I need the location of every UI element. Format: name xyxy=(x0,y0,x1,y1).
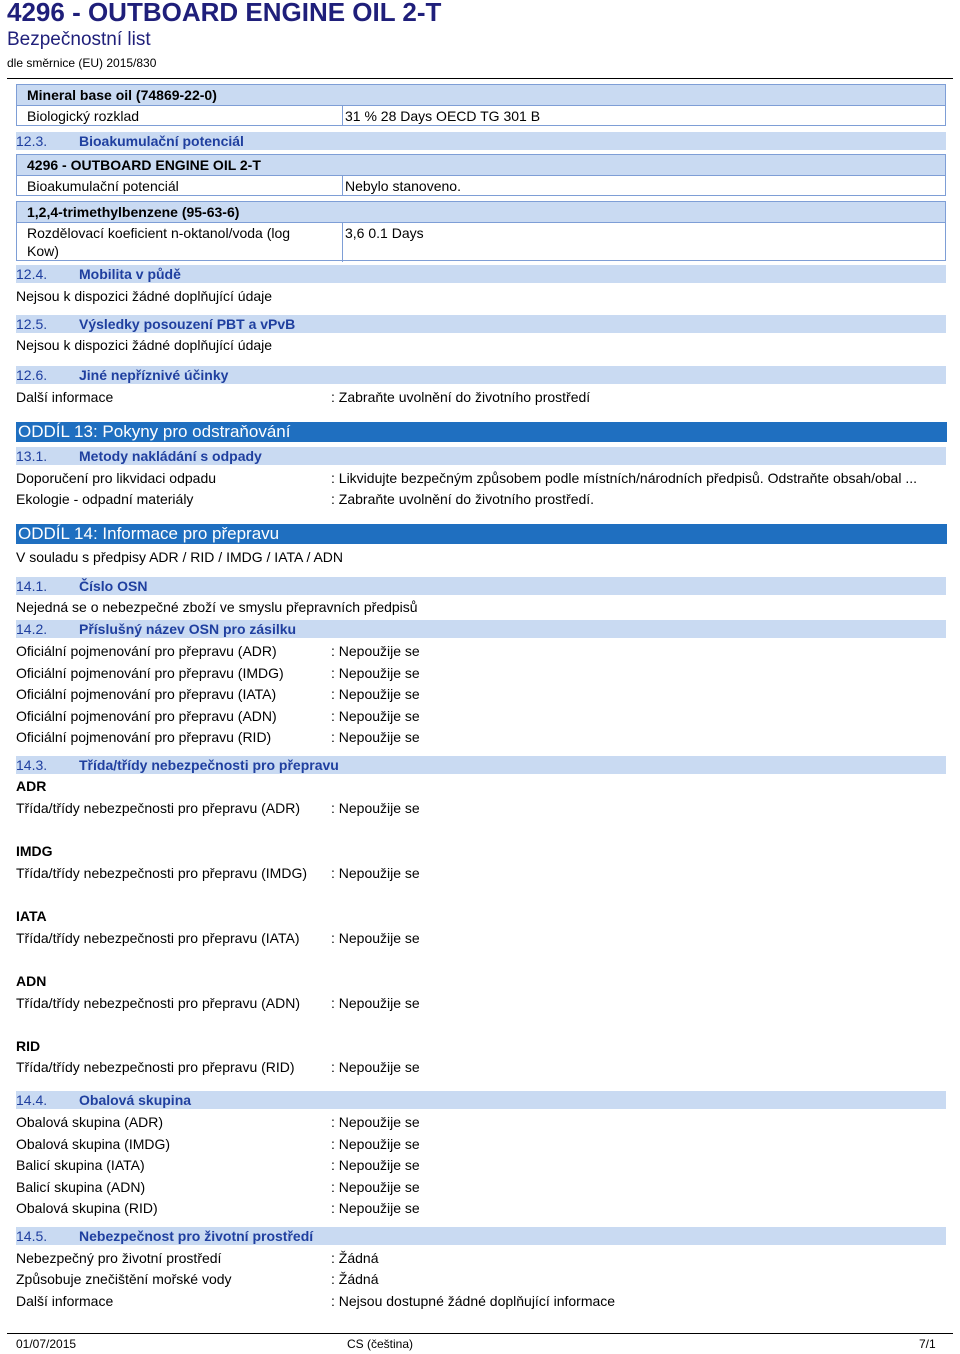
row-label: Třída/třídy nebezpečnosti pro přepravu (IATA) xyxy=(16,930,300,946)
section-number: 14.5. xyxy=(16,1228,48,1244)
row-value: : Nepoužije se xyxy=(331,1179,420,1195)
row-label: Oficiální pojmenování pro přepravu (ADN) xyxy=(16,708,277,724)
section-number: 14.3. xyxy=(16,757,48,773)
group-heading: IATA xyxy=(16,908,47,924)
section-heading-13: ODDÍL 13: Pokyny pro odstraňování xyxy=(16,422,947,442)
section-title: Mobilita v půdě xyxy=(79,266,181,282)
row-value: : Nepoužije se xyxy=(331,708,420,724)
row-label: Třída/třídy nebezpečnosti pro přepravu (ADN) xyxy=(16,995,301,1011)
section-text: Nejsou k dispozici žádné doplňující údaje xyxy=(16,337,273,353)
section-number: 12.3. xyxy=(16,133,48,149)
row-label: Oficiální pojmenování pro přepravu (IATA) xyxy=(16,686,277,702)
group-heading: IMDG xyxy=(16,843,53,859)
row-value: : Nepoužije se xyxy=(331,729,420,745)
document-directive: dle směrnice (EU) 2015/830 xyxy=(7,56,157,70)
section-heading-14: ODDÍL 14: Informace pro přepravu xyxy=(16,524,947,544)
section-number: 12.6. xyxy=(16,367,48,383)
document-title: 4296 - OUTBOARD ENGINE OIL 2-T xyxy=(7,0,442,27)
table-row xyxy=(17,223,945,261)
section-number: 14.4. xyxy=(16,1092,48,1108)
row-label: Další informace xyxy=(16,1293,114,1309)
row-value: : Nepoužije se xyxy=(331,643,420,659)
bioacc-tmb-table xyxy=(16,201,946,261)
document-header xyxy=(7,0,441,70)
row-label: Oficiální pojmenování pro přepravu (ADR) xyxy=(16,643,277,659)
row-value: 31 % 28 Days OECD TG 301 B xyxy=(342,106,540,126)
row-label: Třída/třídy nebezpečnosti pro přepravu (RID) xyxy=(16,1059,295,1075)
row-value: : Nepoužije se xyxy=(331,1200,420,1216)
table-row xyxy=(17,176,945,196)
group-heading: ADN xyxy=(16,973,47,989)
row-value: : Nepoužije se xyxy=(331,930,420,946)
row-label: Další informace xyxy=(16,389,114,405)
section-text: Nejsou k dispozici žádné doplňující údaje xyxy=(16,288,273,304)
table-row xyxy=(17,106,945,126)
bioacc-product-table xyxy=(16,154,946,196)
row-value: : Likvidujte bezpečným způsobem podle místních/národních předpisů. Odstraňte obsah/obal ... xyxy=(331,470,918,486)
row-label: Oficiální pojmenování pro přepravu (IMDG) xyxy=(16,665,284,681)
footer-language: CS (čeština) xyxy=(347,1337,414,1351)
section-bar-14-1 xyxy=(16,577,946,595)
section-number: 13.1. xyxy=(16,448,48,464)
table-header: 1,2,4-trimethylbenzene (95-63-6) xyxy=(17,202,945,223)
row-value: : Nepoužije se xyxy=(331,686,420,702)
row-label: Ekologie - odpadní materiály xyxy=(16,491,194,507)
row-label: Doporučení pro likvidaci odpadu xyxy=(16,470,217,486)
row-value: : Žádná xyxy=(331,1271,379,1287)
section-title: Výsledky posouzení PBT a vPvB xyxy=(79,316,296,332)
group-heading: RID xyxy=(16,1038,41,1054)
row-value: : Nepoužije se xyxy=(331,865,420,881)
row-label: Obalová skupina (IMDG) xyxy=(16,1136,171,1152)
row-value: : Nepoužije se xyxy=(331,1059,420,1075)
row-value: : Žádná xyxy=(331,1250,379,1266)
row-label: Balicí skupina (ADN) xyxy=(16,1179,146,1195)
group-heading: ADR xyxy=(16,778,47,794)
footer-date: 01/07/2015 xyxy=(16,1337,77,1351)
row-label: Třída/třídy nebezpečnosti pro přepravu (IMDG) xyxy=(16,865,308,881)
section-title: Třída/třídy nebezpečnosti pro přepravu xyxy=(79,757,339,773)
row-label-line2: Kow) xyxy=(27,243,59,259)
table-header: Mineral base oil (74869-22-0) xyxy=(17,85,945,106)
section-text: V souladu s předpisy ADR / RID / IMDG / IATA / ADN xyxy=(16,549,344,565)
row-value: : Nepoužije se xyxy=(331,1136,420,1152)
row-value: Nebylo stanoveno. xyxy=(342,176,461,196)
row-label: Balicí skupina (IATA) xyxy=(16,1157,145,1173)
section-number: 14.2. xyxy=(16,621,48,637)
row-value: : Nepoužije se xyxy=(331,1114,420,1130)
footer-page-number: 7/1 xyxy=(919,1337,936,1351)
row-label: Způsobuje znečištění mořské vody xyxy=(16,1271,232,1287)
document-subtitle: Bezpečnostní list xyxy=(7,29,151,50)
row-value: : Nepoužije se xyxy=(331,800,420,816)
section-title: Příslušný název OSN pro zásilku xyxy=(79,621,297,637)
row-label: Biologický rozklad xyxy=(27,108,140,124)
row-label: Obalová skupina (ADR) xyxy=(16,1114,164,1130)
row-label: Třída/třídy nebezpečnosti pro přepravu (ADR) xyxy=(16,800,301,816)
row-value: : Nejsou dostupné žádné doplňující informace xyxy=(331,1293,616,1309)
section-number: 12.5. xyxy=(16,316,48,332)
row-label-line1: Rozdělovací koeficient n-oktanol/voda (log xyxy=(27,225,291,241)
row-label xyxy=(27,224,290,260)
row-label: Oficiální pojmenování pro přepravu (RID) xyxy=(16,729,272,745)
row-value: : Zabraňte uvolnění do životního prostředí xyxy=(331,389,591,405)
section-title: Obalová skupina xyxy=(79,1092,192,1108)
table-header: 4296 - OUTBOARD ENGINE OIL 2-T xyxy=(17,155,945,176)
row-label: Bioakumulační potenciál xyxy=(27,178,179,194)
row-label: Nebezpečný pro životní prostředí xyxy=(16,1250,222,1266)
row-value: : Zabraňte uvolnění do životního prostředí. xyxy=(331,491,595,507)
row-label: Obalová skupina (RID) xyxy=(16,1200,158,1216)
row-value: : Nepoužije se xyxy=(331,665,420,681)
header-divider xyxy=(7,78,953,79)
section-text: Nejedná se o nebezpečné zboží ve smyslu přepravních předpisů xyxy=(16,599,418,615)
section-title: Jiné nepříznivé účinky xyxy=(79,367,229,383)
section-number: 14.1. xyxy=(16,578,48,594)
section-title: Číslo OSN xyxy=(79,578,148,594)
section-title: Metody nakládání s odpady xyxy=(79,448,262,464)
section-title: Bioakumulační potenciál xyxy=(79,133,244,149)
row-value: 3,6 0.1 Days xyxy=(342,223,424,262)
section-number: 12.4. xyxy=(16,266,48,282)
row-value: : Nepoužije se xyxy=(331,1157,420,1173)
mineral-oil-table xyxy=(16,84,946,126)
footer-divider xyxy=(7,1333,953,1334)
section-title: Nebezpečnost pro životní prostředí xyxy=(79,1228,314,1244)
row-value: : Nepoužije se xyxy=(331,995,420,1011)
